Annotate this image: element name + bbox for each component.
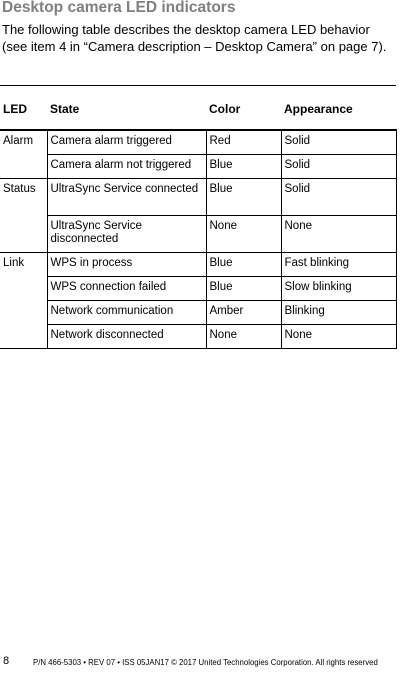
table-row	[0, 253, 396, 277]
table-row	[0, 155, 396, 179]
header-appearance: Appearance	[281, 86, 396, 131]
led-cell-status: Status	[0, 179, 47, 253]
state-cell: WPS connection failed	[47, 277, 206, 301]
header-color: Color	[206, 86, 281, 131]
appearance-cell: None	[281, 325, 396, 349]
appearance-cell: Solid	[281, 130, 396, 155]
color-cell: Amber	[206, 301, 281, 325]
table-row	[0, 216, 396, 253]
header-state: State	[47, 86, 206, 131]
led-indicator-table	[0, 85, 397, 349]
appearance-cell: Fast blinking	[281, 253, 396, 277]
table-row	[0, 277, 396, 301]
appearance-cell: Blinking	[281, 301, 396, 325]
color-cell: Blue	[206, 155, 281, 179]
led-cell-link: Link	[0, 253, 47, 349]
page-number: 8	[3, 655, 10, 667]
color-cell: Red	[206, 130, 281, 155]
color-cell: Blue	[206, 277, 281, 301]
table-row	[0, 301, 396, 325]
footer-text: P/N 466-5303 • REV 07 • ISS 05JAN17 © 2017 United Technologies Corporation. All rights reserved	[33, 658, 378, 667]
intro-paragraph: The following table describes the desktop camera LED behavior (see item 4 in “Camera description – Desktop Camera” on page 7).	[2, 22, 387, 54]
appearance-cell: Solid	[281, 179, 396, 216]
state-cell: Network communication	[47, 301, 206, 325]
state-cell: UltraSync Service connected	[47, 179, 206, 216]
appearance-cell: Slow blinking	[281, 277, 396, 301]
color-cell: None	[206, 216, 281, 253]
table-row	[0, 325, 396, 349]
table-row	[0, 130, 396, 155]
section-heading: Desktop camera LED indicators	[2, 0, 236, 16]
color-cell: None	[206, 325, 281, 349]
color-cell: Blue	[206, 253, 281, 277]
table-row	[0, 179, 396, 216]
state-cell: Camera alarm not triggered	[47, 155, 206, 179]
appearance-cell: None	[281, 216, 396, 253]
state-cell: Network disconnected	[47, 325, 206, 349]
led-cell-alarm: Alarm	[0, 130, 47, 179]
color-cell: Blue	[206, 179, 281, 216]
state-cell: WPS in process	[47, 253, 206, 277]
appearance-cell: Solid	[281, 155, 396, 179]
state-cell: Camera alarm triggered	[47, 130, 206, 155]
table-header-row	[0, 86, 396, 131]
header-led: LED	[0, 86, 47, 131]
page-footer	[0, 656, 402, 672]
state-cell: UltraSync Service disconnected	[47, 216, 206, 253]
